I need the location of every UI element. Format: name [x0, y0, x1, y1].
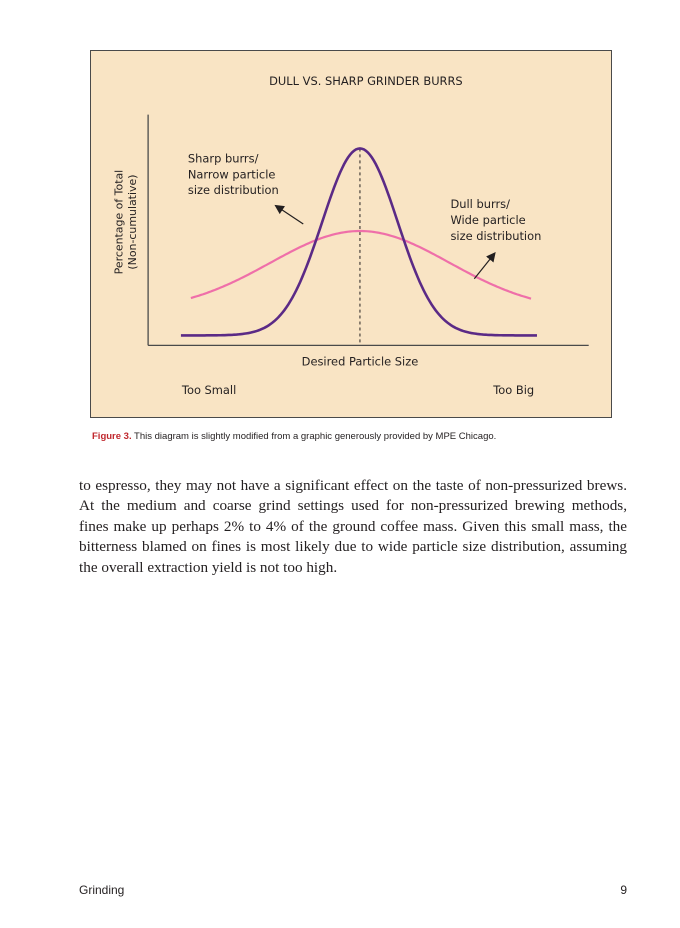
caption-label: Figure 3.: [92, 431, 132, 442]
figure-title: DULL VS. SHARP GRINDER BURRS: [269, 73, 463, 88]
sharp-label-line2: Narrow particle: [187, 167, 276, 182]
sharp-burrs-label: [188, 151, 279, 197]
x-axis-right-label: Too Big: [493, 383, 535, 398]
footer-section-name: Grinding: [79, 883, 125, 897]
figure-panel: [90, 50, 612, 418]
y-axis-label-line2: (Non-cumulative): [126, 174, 140, 270]
y-axis-label: [112, 170, 139, 275]
x-axis-center-label: Desired Particle Size: [301, 354, 419, 369]
dull-label-line2: Wide particle: [450, 213, 526, 228]
caption-text: This diagram is slightly modified from a graphic generously provided by MPE Chicago.: [131, 431, 497, 442]
dull-label-line3: size distribution: [450, 228, 542, 243]
body-line: the overall extraction yield is not too high.: [79, 558, 338, 576]
dull-burrs-label: [450, 197, 541, 243]
figure-caption: [92, 431, 612, 442]
sharp-label-line1: Sharp burrs/: [187, 151, 259, 166]
y-axis-label-line1: Percentage of Total: [112, 169, 126, 275]
dull-label-line1: Dull burrs/: [450, 197, 510, 212]
x-axis-left-label: Too Small: [181, 383, 237, 398]
body-line: bitterness blamed on fines is most likely due to wide particle size distribution, assuming: [79, 538, 627, 556]
body-line: to espresso, they may not have a significant effect on the taste of non-pressurized brews.: [79, 477, 627, 494]
dull-label-arrow: [474, 254, 494, 279]
particle-size-diagram: [91, 51, 611, 417]
sharp-label-arrow: [276, 206, 303, 224]
sharp-label-line3: size distribution: [187, 183, 279, 198]
body-paragraph: [79, 476, 627, 578]
body-line: At the medium and coarse grind settings used for non-pressurized brewing methods,: [79, 497, 627, 515]
body-line: fines make up perhaps 2% to 4% of the ground coffee mass. Given this small mass, the: [79, 517, 627, 535]
footer-page-number: 9: [620, 883, 627, 897]
